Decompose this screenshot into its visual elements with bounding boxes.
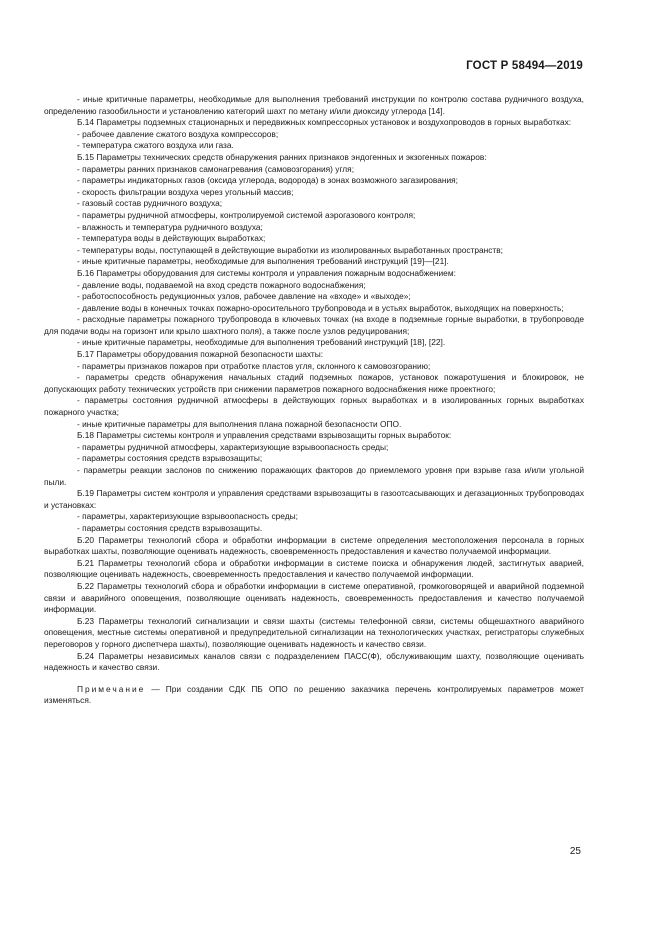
- body-text: [44, 94, 584, 707]
- list-item: - параметры ранних признаков самонагревания (самовозгорания) угля;: [77, 163, 355, 174]
- section-heading: Б.21 Параметры технологий сбора и обработки информации в системе поиска и обнаружения людей, застигнутых аварией, позволяющие оценивать надежность, своевременность предоставления и качество получаемой информации.: [44, 557, 584, 580]
- list-item: - температуры воды, поступающей в действующие выработки из изолированных выработанных пространств;: [77, 244, 503, 255]
- section-heading: Б.17 Параметры оборудования пожарной безопасности шахты:: [77, 349, 324, 360]
- section-heading: Б.20 Параметры технологий сбора и обработки информации в системе определения местоположения персонала в горных выработках шахты, позволяющие оценивать надежность, своевременность предоставления и качество получаемой информации.: [44, 534, 584, 557]
- section-heading: Б.19 Параметры систем контроля и управления средствами взрывозащиты в газоотсасывающих и дегазационных трубопроводах и установках:: [44, 488, 584, 510]
- list-item: - иные критичные параметры, необходимые для выполнения требований инструкций [19]—[21].: [77, 256, 449, 267]
- list-item: - рабочее давление сжатого воздуха компрессоров;: [77, 128, 279, 139]
- list-item: - работоспособность редукционных узлов, рабочее давление на «входе» и «выходе»;: [77, 291, 411, 302]
- section-heading: Б.23 Параметры технологий сигнализации и связи шахты (системы телефонной связи, системы общешахтного аварийного оповещения, местные системы оперативной и предупредительной сигнализации на технологических участках, регистраторы служебных переговоров у горного диспетчера шахты), позволяющие оценивать надежность и качество связи.: [44, 615, 584, 649]
- list-item: - параметры индикаторных газов (оксида углерода, водорода) в зонах возможного загазирования;: [77, 175, 458, 186]
- list-item: - параметры состояния средств взрывозащиты.: [77, 522, 263, 533]
- section-heading: Б.14 Параметры подземных стационарных и передвижных компрессорных установок и воздухопроводов в горных выработках:: [77, 117, 572, 128]
- standard-code-header: ГОСТ Р 58494—2019: [466, 60, 583, 72]
- section-heading: Б.24 Параметры независимых каналов связи с подразделением ПАСС(Ф), обслуживающим шахту, позволяющие оценивать надежность и качество связи.: [44, 650, 584, 673]
- list-item: - иные критичные параметры для выполнения плана пожарной безопасности ОПО.: [77, 418, 402, 429]
- section-heading: Б.15 Параметры технических средств обнаружения ранних признаков эндогенных и экзогенных пожаров:: [77, 151, 487, 162]
- section-heading: Б.16 Параметры оборудования для системы контроля и управления пожарным водоснабжением:: [77, 267, 456, 278]
- paragraph: - иные критичные параметры, необходимые для выполнения требований инструкции по контролю состава рудничного воздуха, определению газообильности и установлению категорий шахт по метану и/или диоксиду углерода [14].: [44, 94, 584, 116]
- list-item: - газовый состав рудничного воздуха;: [77, 198, 223, 209]
- list-item: - параметры средств обнаружения начальных стадий подземных пожаров, установок пожаротушения и блокировок, не допускающих работу технических устройств при снижении параметров пожарного водоснабжения ниже проектного;: [44, 372, 584, 394]
- list-item: - температура сжатого воздуха или газа.: [77, 140, 234, 151]
- list-item: - параметры рудничной атмосферы, характеризующие взрывоопасность среды;: [77, 441, 389, 452]
- list-item: - влажность и температура рудничного воздуха;: [77, 221, 263, 232]
- list-item: - давление воды, подаваемой на вход средств пожарного водоснабжения;: [77, 279, 366, 290]
- list-item: - параметры состояния средств взрывозащиты;: [77, 453, 263, 464]
- list-item: - иные критичные параметры, необходимые для выполнения требований инструкций [18], [22].: [77, 337, 446, 348]
- note-paragraph: [44, 684, 584, 707]
- list-item: - давление воды в конечных точках пожарно-оросительного трубопровода и в устьях выработок, выходящих на поверхность;: [77, 302, 564, 313]
- list-item: - параметры, характеризующие взрывоопасность среды;: [77, 511, 298, 522]
- list-item: - параметры рудничной атмосферы, контролируемой системой аэрогазового контроля;: [77, 209, 416, 220]
- list-item: - температура воды в действующих выработках;: [77, 233, 266, 244]
- list-item: - расходные параметры пожарного трубопровода в ключевых точках (на входе в подземные горные выработки, в трубопроводе для подачи воды на горизонт или крыло шахтного поля), а также после узлов редуцирования;: [44, 314, 584, 336]
- section-heading: Б.18 Параметры системы контроля и управления средствами взрывозащиты горных выработок:: [77, 430, 452, 441]
- list-item: - скорость фильтрации воздуха через угольный массив;: [77, 186, 294, 197]
- list-item: - параметры реакции заслонов по снижению поражающих факторов до приемлемого уровня при взрыве газа и/или угольной пыли.: [44, 465, 584, 487]
- section-heading: Б.22 Параметры технологий сбора и обработки информации в системе оперативной, громкоговорящей и аварийной подземной связи и аварийного оповещения, позволяющие оценивать надежность, своевременность предоставления и качество получаемой информации.: [44, 580, 584, 615]
- page-number: 25: [569, 846, 581, 857]
- list-item: - параметры признаков пожаров при отработке пластов угля, склонного к самовозгоранию;: [77, 360, 431, 371]
- note-label: Примечание: [77, 683, 146, 694]
- note-text: — При создании СДК ПБ ОПО по решению заказчика перечень контролируемых параметров может изменяться.: [44, 683, 584, 706]
- list-item: - параметры состояния рудничной атмосферы в действующих горных выработках и в изолированных горных выработках пожарного участка;: [44, 395, 584, 418]
